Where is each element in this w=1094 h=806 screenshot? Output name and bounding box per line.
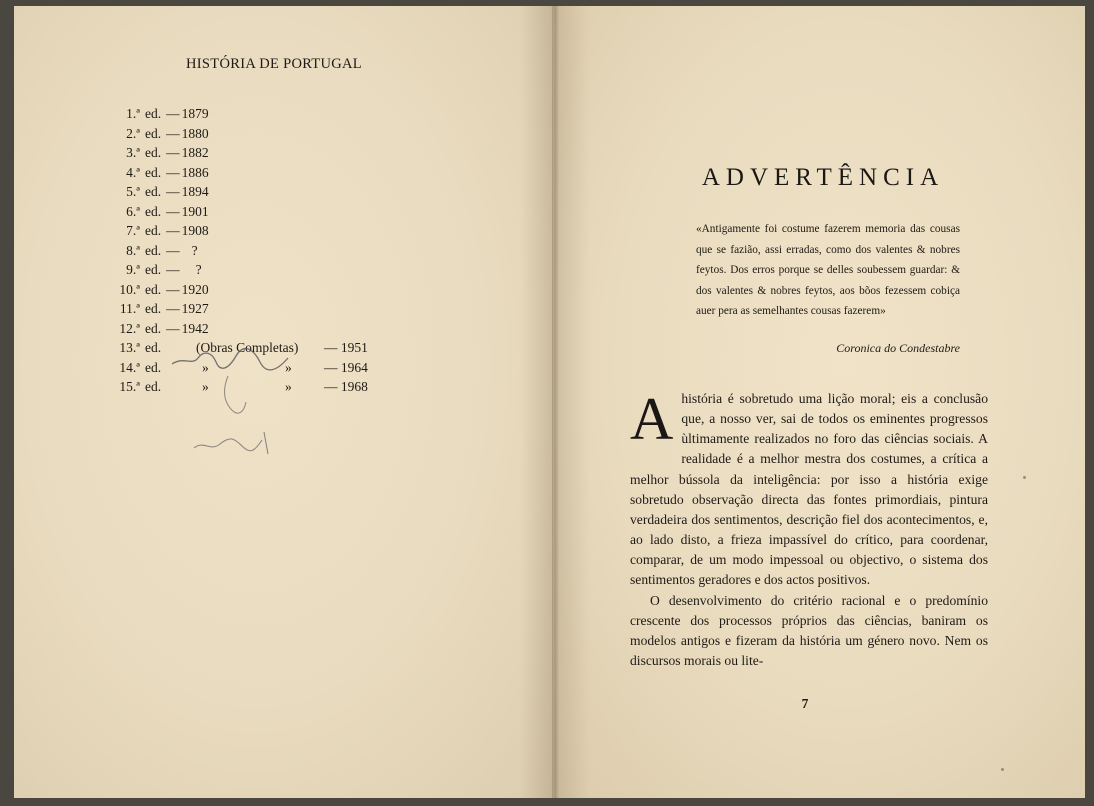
- edition-number: 11.ª: [119, 301, 140, 316]
- edition-row: [112, 163, 209, 183]
- series-title: HISTÓRIA DE PORTUGAL: [186, 56, 362, 72]
- edition-dash: —: [166, 184, 180, 199]
- edition-year: 1927: [181, 301, 209, 316]
- edition-row: [112, 104, 209, 124]
- edition-abbr: ed.: [145, 301, 162, 316]
- paper-speck: [1001, 768, 1004, 771]
- edition-row: [112, 260, 209, 280]
- edition-abbr: ed.: [145, 379, 162, 394]
- edition-row: [112, 143, 209, 163]
- edition-dash: —: [166, 301, 180, 316]
- edition-dash: —: [166, 320, 180, 336]
- edition-number: 4.ª: [126, 164, 140, 180]
- edition-abbr: ed.: [145, 125, 162, 141]
- paragraph: O desenvolvimento do critério racional e o predomínio crescente dos processos próprios das ciências, baniram os modelos antigos e fizeram da história um género novo. Nem os discursos morais ou lite-: [630, 592, 988, 669]
- edition-year: ?: [191, 242, 198, 258]
- epigraph: «Antigamente foi costume fazerem memoria das cousas que se fazião, assi erradas, como dos valentes & nobres feytos. Dos erros porque se delles soubessem guardar: & dos valentes & nobres feytos, aos bõos fezessem cobiça auer pera as semelhantes cousas fazerem»: [696, 223, 960, 317]
- edition-abbr: ed.: [145, 340, 162, 355]
- edition-number: 1.ª: [126, 106, 140, 121]
- ditto-mark: »: [202, 379, 209, 394]
- edition-year: 1901: [181, 203, 209, 219]
- edition-year: ?: [195, 262, 202, 277]
- edition-year: 1882: [181, 145, 209, 160]
- edition-number: 2.ª: [126, 125, 140, 141]
- handwritten-signature: [164, 336, 314, 466]
- edition-abbr: ed.: [145, 359, 162, 375]
- edition-dash: —: [166, 106, 180, 121]
- edition-abbr: ed.: [145, 281, 162, 297]
- paragraph: [630, 386, 988, 591]
- ditto-mark: »: [285, 379, 292, 394]
- ditto-mark: »: [285, 359, 292, 375]
- edition-number: 9.ª: [126, 262, 140, 277]
- edition-abbr: ed.: [145, 203, 162, 219]
- page-number: 7: [801, 696, 809, 711]
- edition-dash: —: [166, 242, 180, 258]
- edition-dash: —: [166, 281, 180, 297]
- edition-dash: —: [166, 262, 180, 277]
- edition-number: 10.ª: [119, 281, 140, 297]
- edition-number: 7.ª: [126, 223, 140, 238]
- edition-year: 1894: [181, 184, 209, 199]
- edition-year: 1879: [181, 106, 209, 121]
- edition-dash: —: [166, 145, 180, 160]
- paragraph-text: história é sobretudo uma lição moral; eis a conclusão que, a nosso ver, sai de todos os eminentes progressos ùltimamente realizados no foro das ciências sociais. A realidade é a melhor mestra dos costumes, a crítica a melhor bússola da inteligência: por isso a história exige sobretudo observação directa das fontes primordiais, pintura verdadeira dos sentimentos, descrição fiel dos acontecimentos, e, ao lado disto, a frieza impassível do crítico, para coordenar, comparar, de um modo impessoal ou objectivo, o sistema dos sentimentos geradores e dos actos positivos.: [630, 391, 988, 588]
- edition-number: 14.ª: [119, 359, 140, 375]
- edition-abbr: ed.: [145, 145, 162, 160]
- edition-abbr: ed.: [145, 184, 162, 199]
- edition-year: 1886: [181, 164, 209, 180]
- ditto-mark: »: [202, 359, 209, 375]
- edition-abbr: ed.: [145, 106, 162, 121]
- edition-year: — 1968: [324, 379, 368, 394]
- edition-abbr: ed.: [145, 223, 162, 238]
- drop-cap: A: [630, 386, 674, 452]
- edition-row: [112, 299, 209, 319]
- edition-abbr: ed.: [145, 320, 162, 336]
- edition-number: 12.ª: [119, 320, 140, 336]
- edition-dash: —: [166, 203, 180, 219]
- edition-year: 1920: [181, 281, 209, 297]
- edition-abbr: ed.: [145, 164, 162, 180]
- edition-number: 5.ª: [126, 184, 140, 199]
- edition-number: 15.ª: [119, 379, 140, 394]
- body-text: [630, 386, 988, 671]
- edition-row: [112, 202, 209, 222]
- edition-abbr: ed.: [145, 242, 162, 258]
- edition-year: 1880: [181, 125, 209, 141]
- epigraph-source: Coronica do Condestabre: [836, 341, 960, 355]
- left-page: [14, 6, 553, 798]
- edition-row: [112, 182, 209, 202]
- edition-year: — 1951: [324, 340, 368, 355]
- right-page: [553, 6, 1085, 798]
- edition-number: 6.ª: [126, 203, 140, 219]
- edition-number: 13.ª: [119, 340, 140, 355]
- edition-abbr: ed.: [145, 262, 162, 277]
- chapter-heading: ADVERTÊNCIA: [701, 164, 945, 191]
- edition-row: [112, 241, 209, 261]
- edition-year: 1908: [181, 223, 209, 238]
- edition-year: 1942: [181, 320, 209, 336]
- edition-year: — 1964: [324, 359, 368, 375]
- edition-note: (Obras Completas): [196, 340, 299, 355]
- edition-dash: —: [166, 223, 180, 238]
- edition-row: [112, 280, 209, 300]
- paper-speck: [1023, 476, 1026, 479]
- edition-row: [112, 221, 209, 241]
- edition-number: 3.ª: [126, 145, 140, 160]
- edition-row: [112, 124, 209, 144]
- edition-number: 8.ª: [126, 242, 140, 258]
- edition-dash: —: [166, 164, 180, 180]
- edition-dash: —: [166, 125, 180, 141]
